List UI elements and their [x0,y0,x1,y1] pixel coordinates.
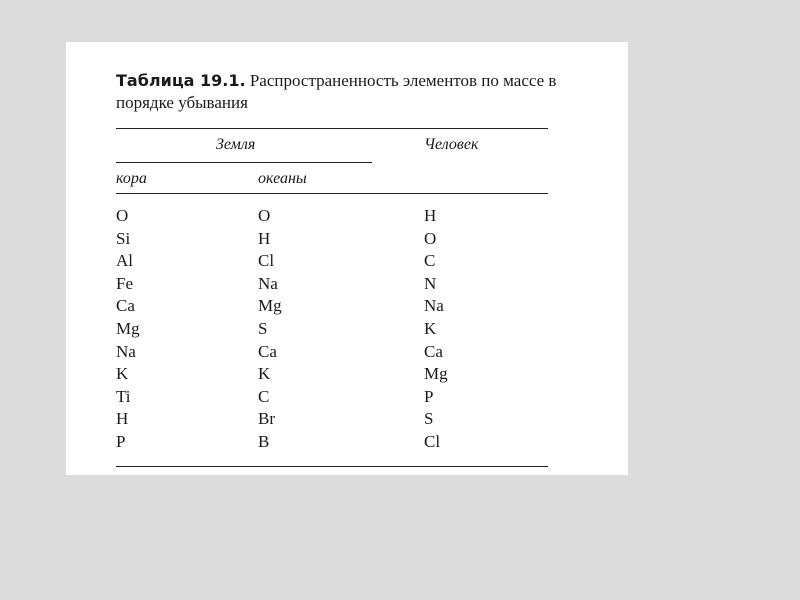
header-crust: кора [116,170,147,187]
header-earth: Земля [216,136,256,153]
element-cell: Cl [258,251,275,271]
element-cell: Mg [424,364,448,384]
element-cell: K [424,318,437,338]
element-cell: P [424,386,434,406]
header-oceans: океаны [258,170,307,187]
element-cell: Ca [424,341,443,361]
element-cell: S [424,409,434,429]
earth-group-rule [116,162,372,163]
element-cell: K [116,364,129,384]
element-cell: Na [116,341,136,361]
element-cell: Ca [116,296,135,316]
element-cell: C [258,386,270,406]
element-cell: C [424,251,436,271]
element-cell: P [116,431,126,451]
element-cell: N [424,273,437,293]
element-cell: Mg [116,318,140,338]
element-cell: Cl [424,431,441,451]
table-top-rule [116,128,548,129]
element-cell: H [424,206,437,225]
element-cell: Br [258,409,275,429]
table-number: Таблица 19.1. [116,71,246,90]
element-cell: Ca [258,341,277,361]
element-cell: H [116,409,129,429]
header-human: Человек [424,136,479,153]
element-cell: K [258,364,271,384]
element-cell: Si [116,228,131,248]
element-cell: B [258,431,270,451]
element-cell: O [116,206,129,225]
table-title: Распространенность элементов по массе в порядке убывания [116,71,557,112]
element-cell: Mg [258,296,282,316]
element-cell: Na [258,273,278,293]
element-cell: Na [424,296,444,316]
table-bottom-rule [116,466,548,467]
element-cell: Ti [116,386,131,406]
column-oceans [258,205,282,454]
column-crust [116,205,140,454]
element-cell: Fe [116,273,133,293]
element-cell: Al [116,251,133,271]
element-cell: O [258,206,271,225]
element-cell: O [424,228,437,248]
element-cell: H [258,228,271,248]
column-human [424,205,448,454]
table-header-rule [116,193,548,194]
element-cell: S [258,318,268,338]
document-page [66,42,628,475]
table-caption [116,70,576,114]
